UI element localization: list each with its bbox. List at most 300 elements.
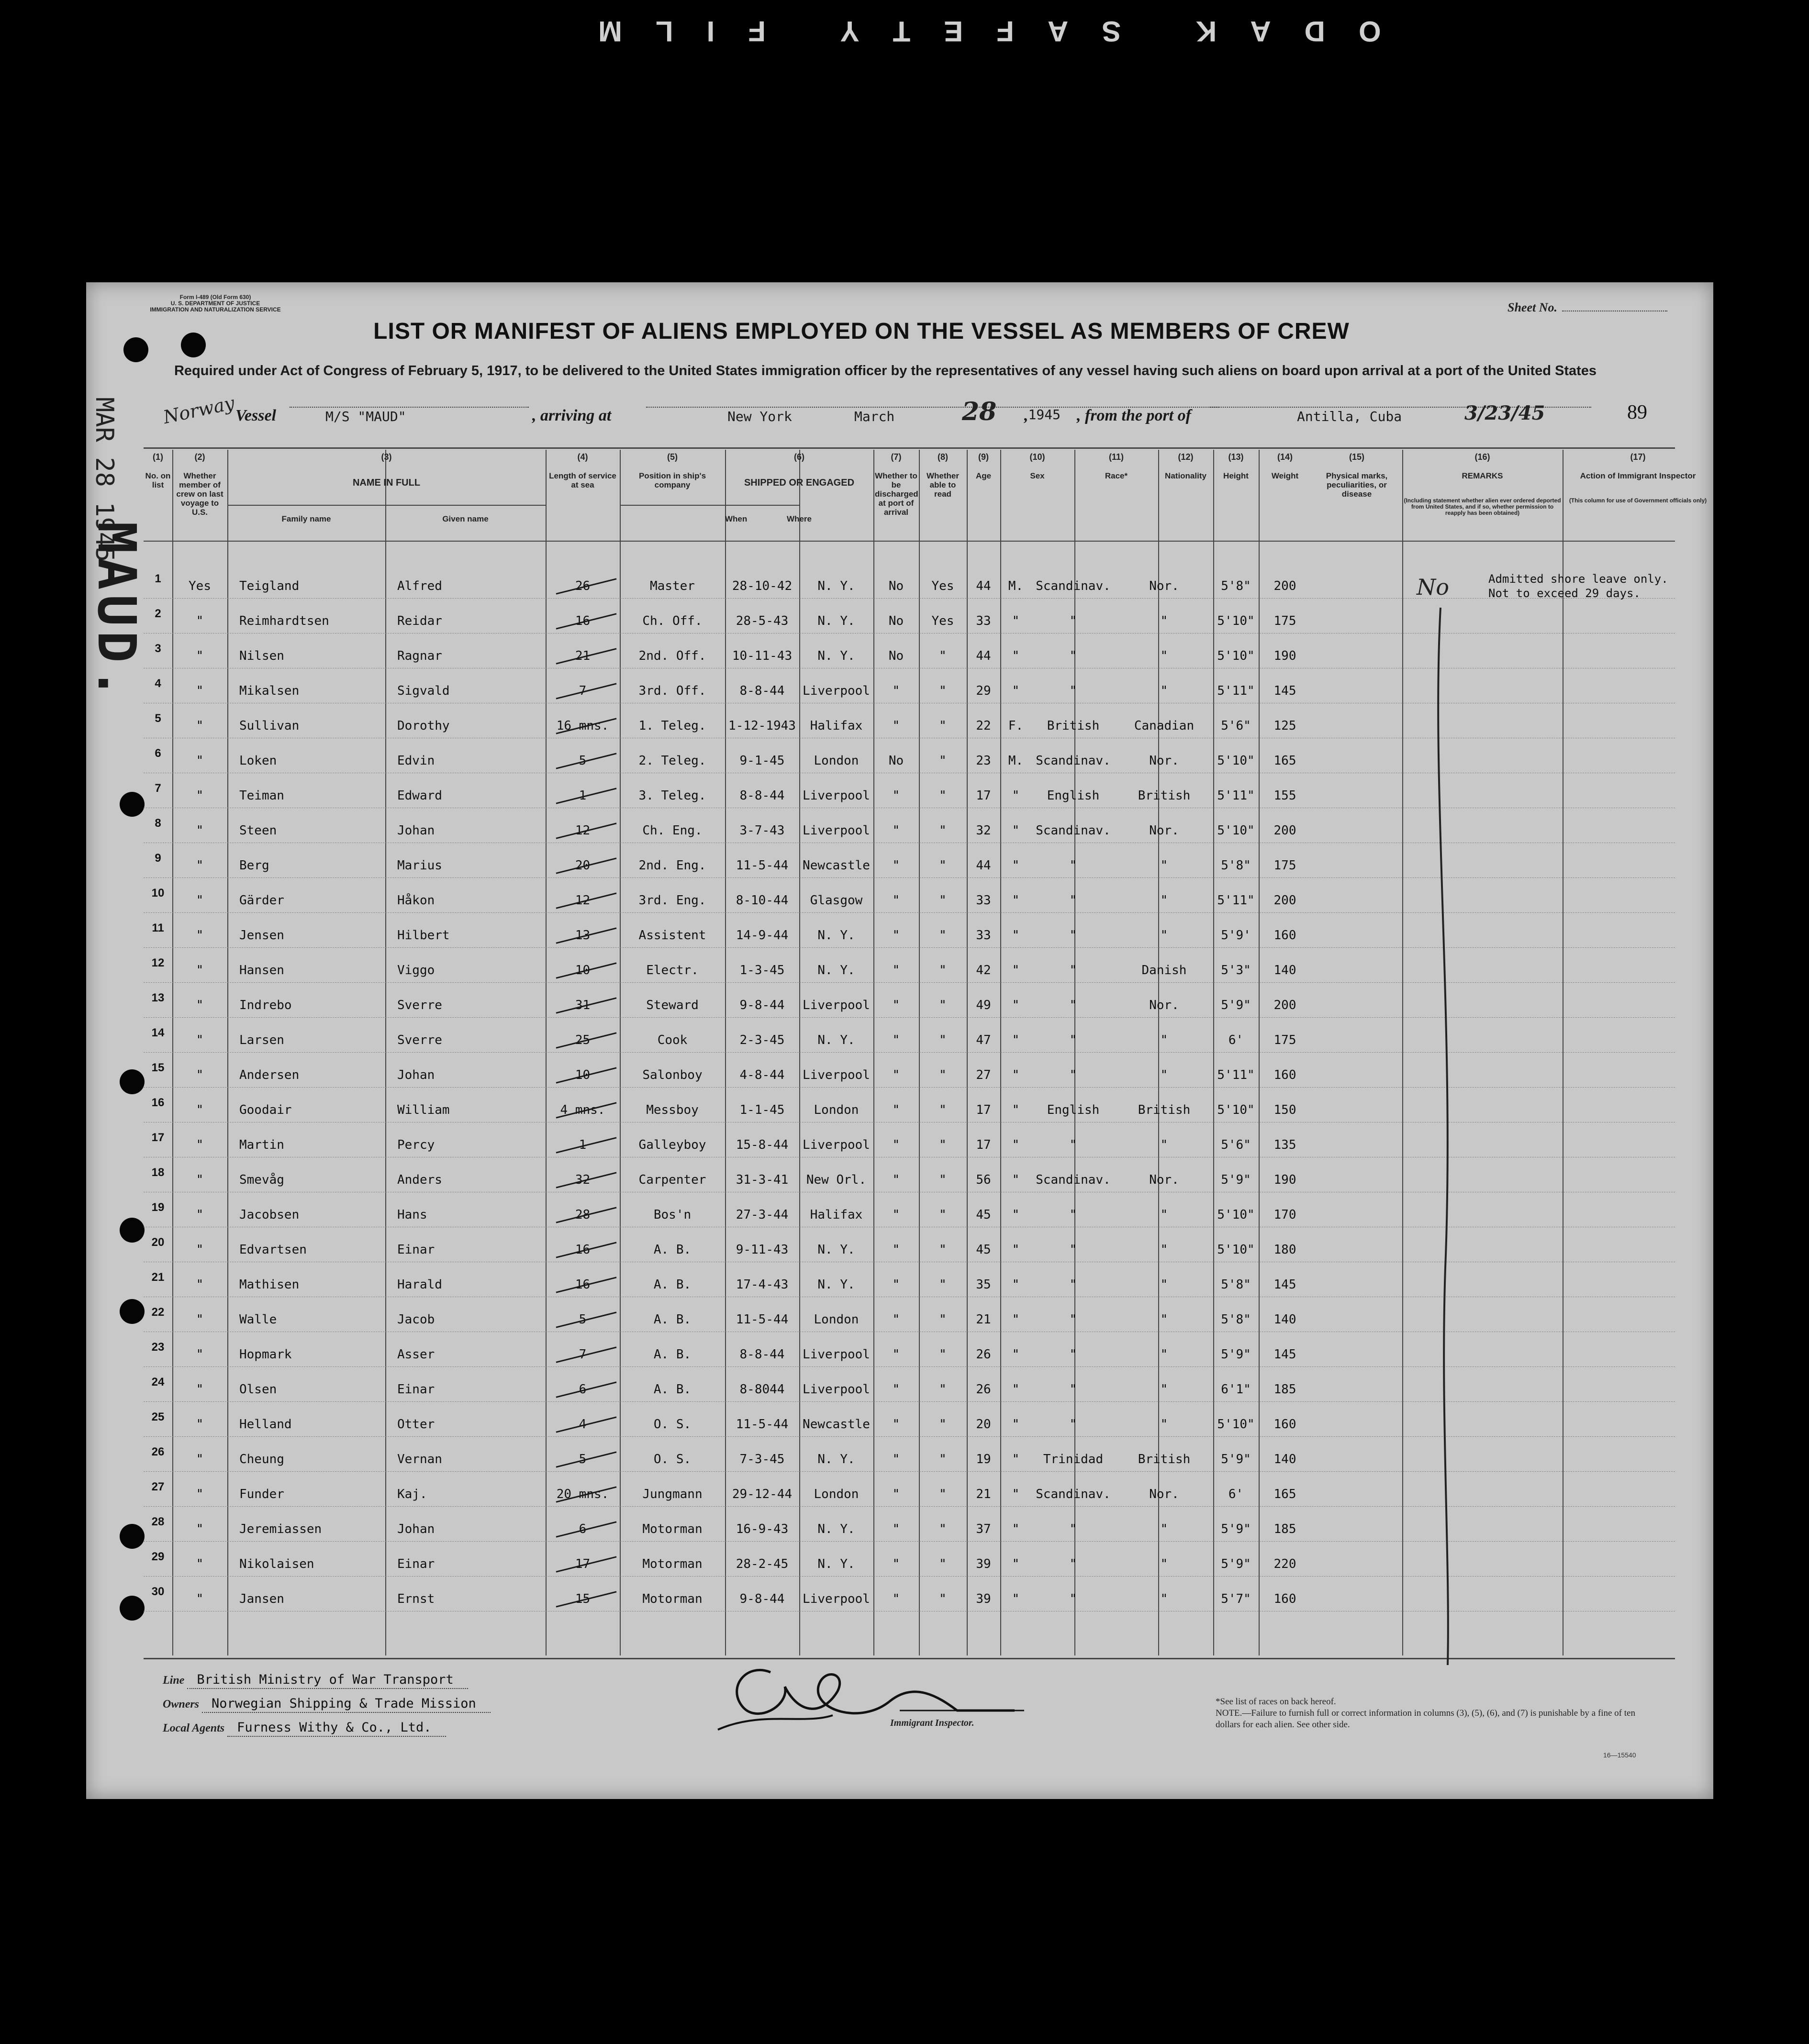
crew-prev: " xyxy=(196,1243,204,1257)
crew-given: Percy xyxy=(397,1138,435,1152)
crew-read: " xyxy=(939,1452,947,1466)
crew-service: 28 xyxy=(575,1208,591,1222)
column-number: (13) xyxy=(1228,452,1244,462)
crew-service: 25 xyxy=(575,1033,591,1047)
crew-when: 1-3-45 xyxy=(739,963,785,978)
crew-height: 5'10" xyxy=(1217,649,1255,663)
remarks-handwritten: No xyxy=(1417,574,1449,600)
crew-position: 2nd. Eng. xyxy=(638,858,706,873)
crew-age: 27 xyxy=(976,1068,991,1082)
crew-disch: " xyxy=(892,1103,900,1117)
crew-age: 21 xyxy=(976,1487,991,1501)
crew-height: 5'8" xyxy=(1221,858,1251,873)
crew-sex: M. xyxy=(1008,579,1024,593)
handwritten-date: 3/23/45 xyxy=(1464,402,1545,424)
crew-no: 11 xyxy=(152,922,164,934)
crew-disch: " xyxy=(892,1173,900,1187)
crew-where: Liverpool xyxy=(803,1068,870,1082)
crew-prev: " xyxy=(196,1138,204,1152)
crew-family: Martin xyxy=(239,1138,284,1152)
crew-given: Sverre xyxy=(397,1033,442,1047)
crew-service: 6 xyxy=(579,1382,587,1397)
crew-service: 7 xyxy=(579,684,587,698)
handwritten-note-norway: Norway xyxy=(161,392,236,428)
column-header: Sex xyxy=(1030,471,1045,480)
crew-given: Reidar xyxy=(397,614,442,628)
crew-disch: " xyxy=(892,1382,900,1397)
crew-read: " xyxy=(939,1557,947,1571)
crew-age: 37 xyxy=(976,1522,991,1536)
crew-service: 16 xyxy=(575,1278,591,1292)
crew-race: " xyxy=(1069,893,1077,908)
table-column-rule xyxy=(1158,450,1159,1655)
crew-when: 8-10-44 xyxy=(736,893,789,908)
crew-weight: 145 xyxy=(1273,1347,1296,1362)
table-column-rule xyxy=(227,450,228,1655)
crew-service: 10 xyxy=(575,963,591,978)
inspector-signature xyxy=(689,1653,1024,1749)
column-number: (9) xyxy=(978,452,989,462)
crew-height: 6' xyxy=(1228,1033,1244,1047)
crew-where: N. Y. xyxy=(817,1033,855,1047)
crew-service: 1 xyxy=(579,789,587,803)
crew-weight: 175 xyxy=(1273,858,1296,873)
crew-nat: Danish xyxy=(1141,963,1187,978)
crew-position: Motorman xyxy=(642,1522,703,1536)
crew-when: 8-8-44 xyxy=(739,1347,785,1362)
crew-when: 7-3-45 xyxy=(739,1452,785,1466)
crew-race: " xyxy=(1069,684,1077,698)
crew-family: Funder xyxy=(239,1487,284,1501)
column-number: (12) xyxy=(1178,452,1194,462)
crew-read: " xyxy=(939,1278,947,1292)
crew-read: " xyxy=(939,1033,947,1047)
crew-read: " xyxy=(939,1208,947,1222)
crew-height: 5'7" xyxy=(1221,1592,1251,1606)
crew-height: 5'10" xyxy=(1217,1243,1255,1257)
crew-given: Håkon xyxy=(397,893,435,908)
crew-where: New Orl. xyxy=(806,1173,867,1187)
crew-where: N. Y. xyxy=(817,614,855,628)
crew-disch: " xyxy=(892,963,900,978)
crew-where: London xyxy=(814,1487,859,1501)
crew-prev: " xyxy=(196,754,204,768)
crew-disch: " xyxy=(892,1138,900,1152)
crew-age: 33 xyxy=(976,928,991,943)
crew-disch: " xyxy=(892,719,900,733)
crew-race: " xyxy=(1069,928,1077,943)
crew-position: A. B. xyxy=(653,1243,692,1257)
crew-no: 28 xyxy=(151,1515,165,1528)
crew-race: " xyxy=(1069,1033,1077,1047)
crew-disch: " xyxy=(892,1347,900,1362)
crew-prev: " xyxy=(196,1557,204,1571)
crew-family: Nilsen xyxy=(239,649,284,663)
form-service: IMMIGRATION AND NATURALIZATION SERVICE xyxy=(150,306,281,313)
crew-family: Nikolaisen xyxy=(239,1557,314,1571)
crew-sex: F. xyxy=(1008,719,1024,733)
crew-sex: " xyxy=(1012,1243,1020,1257)
crew-when: 9-8-44 xyxy=(739,1592,785,1606)
crew-weight: 200 xyxy=(1273,893,1296,908)
crew-position: A. B. xyxy=(653,1347,692,1362)
crew-given: Hilbert xyxy=(397,928,450,943)
crew-where: Liverpool xyxy=(803,1347,870,1362)
crew-age: 21 xyxy=(976,1312,991,1327)
crew-position: Bos'n xyxy=(653,1208,692,1222)
crew-position: Ch. Eng. xyxy=(642,823,703,838)
crew-service: 20 mns. xyxy=(556,1487,609,1501)
crew-disch: " xyxy=(892,858,900,873)
crew-height: 5'9" xyxy=(1221,1347,1251,1362)
column-subheader: Given name xyxy=(442,514,489,523)
crew-prev: " xyxy=(196,614,204,628)
crew-given: Jacob xyxy=(397,1312,435,1327)
crew-race: " xyxy=(1069,1417,1077,1432)
crew-where: Liverpool xyxy=(803,1592,870,1606)
crew-sex: " xyxy=(1012,649,1020,663)
crew-sex: " xyxy=(1012,1452,1020,1466)
crew-nat: " xyxy=(1160,1417,1168,1432)
column-number: (3) xyxy=(381,452,392,462)
footer-line xyxy=(163,1672,468,1689)
column-header: Age xyxy=(975,471,992,480)
crew-nat: " xyxy=(1160,1243,1168,1257)
crew-nat: " xyxy=(1160,928,1168,943)
crew-height: 5'6" xyxy=(1221,1138,1251,1152)
crew-no: 20 xyxy=(151,1236,165,1249)
crew-position: 3rd. Off. xyxy=(638,684,706,698)
crew-height: 5'8" xyxy=(1221,1278,1251,1292)
crew-race: " xyxy=(1069,1278,1077,1292)
crew-no: 25 xyxy=(151,1411,165,1423)
crew-service: 15 xyxy=(575,1592,591,1606)
crew-weight: 150 xyxy=(1273,1103,1296,1117)
crew-sex: " xyxy=(1012,1138,1020,1152)
crew-family: Smevåg xyxy=(239,1173,284,1187)
crew-age: 39 xyxy=(976,1592,991,1606)
crew-read: " xyxy=(939,1103,947,1117)
crew-race: " xyxy=(1069,1347,1077,1362)
column-header: Whether able to read xyxy=(927,471,959,499)
crew-height: 6'1" xyxy=(1221,1382,1251,1397)
crew-position: 3. Teleg. xyxy=(638,789,706,803)
table-column-rule xyxy=(919,450,920,1655)
crew-weight: 125 xyxy=(1273,719,1296,733)
crew-weight: 175 xyxy=(1273,1033,1296,1047)
crew-when: 3-7-43 xyxy=(739,823,785,838)
crew-where: N. Y. xyxy=(817,579,855,593)
crew-weight: 165 xyxy=(1273,1487,1296,1501)
from-label: , from the port of xyxy=(1077,407,1191,424)
crew-age: 44 xyxy=(976,579,991,593)
crew-disch: " xyxy=(892,1592,900,1606)
crew-given: Vernan xyxy=(397,1452,442,1466)
crew-service: 5 xyxy=(579,1452,587,1466)
form-id: Form I-489 (Old Form 630) xyxy=(179,294,251,300)
crew-read: " xyxy=(939,963,947,978)
crew-given: William xyxy=(397,1103,450,1117)
crew-weight: 165 xyxy=(1273,754,1296,768)
crew-sex: " xyxy=(1012,1417,1020,1432)
crew-sex: " xyxy=(1012,1487,1020,1501)
crew-height: 5'10" xyxy=(1217,1103,1255,1117)
crew-sex: " xyxy=(1012,1592,1020,1606)
crew-given: Otter xyxy=(397,1417,435,1432)
crew-where: London xyxy=(814,754,859,768)
crew-read: " xyxy=(939,1592,947,1606)
crew-weight: 160 xyxy=(1273,1417,1296,1432)
crew-where: N. Y. xyxy=(817,963,855,978)
crew-age: 29 xyxy=(976,684,991,698)
crew-when: 11-5-44 xyxy=(736,858,789,873)
crew-prev: " xyxy=(196,649,204,663)
crew-given: Sverre xyxy=(397,998,442,1012)
crew-when: 9-11-43 xyxy=(736,1243,789,1257)
crew-no: 22 xyxy=(151,1306,165,1319)
table-column-rule xyxy=(1402,450,1403,1655)
column-number: (6) xyxy=(794,452,804,462)
crew-when: 16-9-43 xyxy=(736,1522,789,1536)
crew-service: 16 xyxy=(575,614,591,628)
crew-read: " xyxy=(939,754,947,768)
column-number: (16) xyxy=(1474,452,1490,462)
column-header: Action of Immigrant Inspector xyxy=(1580,471,1696,480)
column-header: Race* xyxy=(1105,471,1128,480)
crew-age: 45 xyxy=(976,1243,991,1257)
crew-height: 5'8" xyxy=(1221,1312,1251,1327)
crew-given: Alfred xyxy=(397,579,442,593)
column-header: SHIPPED OR ENGAGED xyxy=(744,478,855,488)
crew-race: " xyxy=(1069,963,1077,978)
column-header: Nationality xyxy=(1165,471,1206,480)
crew-read: " xyxy=(939,1173,947,1187)
table-column-rule xyxy=(967,450,968,1655)
crew-read: " xyxy=(939,1243,947,1257)
crew-when: 29-12-44 xyxy=(732,1487,793,1501)
crew-position: Salonboy xyxy=(642,1068,703,1082)
crew-disch: No xyxy=(888,579,904,593)
crew-sex: " xyxy=(1012,1173,1020,1187)
crew-race: " xyxy=(1069,614,1077,628)
inspector-label: Immigrant Inspector. xyxy=(890,1718,974,1728)
crew-nat: " xyxy=(1160,1033,1168,1047)
crew-position: Master xyxy=(650,579,695,593)
crew-service: 16 mns. xyxy=(556,719,609,733)
crew-where: N. Y. xyxy=(817,1522,855,1536)
crew-when: 14-9-44 xyxy=(736,928,789,943)
crew-no: 16 xyxy=(151,1096,165,1109)
side-stamp-date: MAR 28 1945 xyxy=(90,397,119,562)
footer-agents xyxy=(163,1720,446,1737)
column-header: Height xyxy=(1223,471,1249,480)
crew-when: 9-1-45 xyxy=(739,754,785,768)
crew-sex: " xyxy=(1012,858,1020,873)
crew-prev: " xyxy=(196,893,204,908)
crew-sex: " xyxy=(1012,823,1020,838)
crew-nat: " xyxy=(1160,1278,1168,1292)
crew-given: Sigvald xyxy=(397,684,450,698)
crew-weight: 200 xyxy=(1273,579,1296,593)
crew-where: N. Y. xyxy=(817,1452,855,1466)
side-stamp-ship: MAUD. xyxy=(86,522,147,704)
column-number: (1) xyxy=(153,452,163,462)
table-column-rule xyxy=(873,450,874,1655)
crew-race: Scandinav. xyxy=(1036,1487,1111,1501)
crew-read: " xyxy=(939,719,947,733)
table-column-rule xyxy=(1074,450,1075,1655)
crew-read: " xyxy=(939,684,947,698)
crew-age: 42 xyxy=(976,963,991,978)
crew-family: Berg xyxy=(239,858,269,873)
crew-given: Johan xyxy=(397,823,435,838)
crew-no: 13 xyxy=(151,991,165,1004)
crew-nat: Nor. xyxy=(1149,754,1179,768)
crew-when: 1-1-45 xyxy=(739,1103,785,1117)
crew-given: Anders xyxy=(397,1173,442,1187)
crew-disch: " xyxy=(892,1278,900,1292)
crew-race: " xyxy=(1069,1208,1077,1222)
crew-service: 13 xyxy=(575,928,591,943)
arrival-year-value: 1945 xyxy=(1028,407,1061,422)
punch-hole xyxy=(120,1299,145,1324)
crew-service: 5 xyxy=(579,1312,587,1327)
crew-service: 4 mns. xyxy=(560,1103,605,1117)
crew-read: " xyxy=(939,1417,947,1432)
crew-nat: Nor. xyxy=(1149,998,1179,1012)
crew-position: Ch. Off. xyxy=(642,614,703,628)
crew-disch: " xyxy=(892,1243,900,1257)
crew-where: Liverpool xyxy=(803,684,870,698)
crew-weight: 160 xyxy=(1273,1068,1296,1082)
crew-height: 5'10" xyxy=(1217,1417,1255,1432)
vessel-line xyxy=(230,397,1618,435)
crew-sex: " xyxy=(1012,928,1020,943)
crew-no: 26 xyxy=(151,1445,165,1458)
crew-family: Goodair xyxy=(239,1103,292,1117)
form-identifier xyxy=(134,294,297,313)
crew-race: " xyxy=(1069,649,1077,663)
arriving-label: , arriving at xyxy=(532,407,612,424)
crew-disch: " xyxy=(892,823,900,838)
crew-service: 1 xyxy=(579,1138,587,1152)
crew-given: Einar xyxy=(397,1382,435,1397)
crew-position: Electr. xyxy=(646,963,699,978)
crew-sex: " xyxy=(1012,1103,1020,1117)
crew-prev: " xyxy=(196,1347,204,1362)
crew-age: 49 xyxy=(976,998,991,1012)
crew-weight: 185 xyxy=(1273,1522,1296,1536)
table-column-rule xyxy=(1259,450,1260,1655)
crew-height: 5'11" xyxy=(1217,1068,1255,1082)
crew-race: Trinidad xyxy=(1043,1452,1104,1466)
crew-weight: 200 xyxy=(1273,823,1296,838)
crew-where: Liverpool xyxy=(803,789,870,803)
table-column-rule xyxy=(799,450,800,1655)
crew-service: 26 xyxy=(575,579,591,593)
crew-sex: " xyxy=(1012,998,1020,1012)
crew-age: 20 xyxy=(976,1417,991,1432)
crew-disch: " xyxy=(892,1208,900,1222)
crew-no: 27 xyxy=(151,1480,165,1493)
crew-race: " xyxy=(1069,1312,1077,1327)
crew-nat: " xyxy=(1160,649,1168,663)
crew-no: 6 xyxy=(155,747,161,760)
crew-family: Mathisen xyxy=(239,1278,300,1292)
crew-when: 2-3-45 xyxy=(739,1033,785,1047)
crew-service: 5 xyxy=(579,754,587,768)
side-stamp xyxy=(86,397,147,876)
punch-hole xyxy=(120,1069,145,1094)
crew-service: 32 xyxy=(575,1173,591,1187)
crew-race: Scandinav. xyxy=(1036,579,1111,593)
crew-where: N. Y. xyxy=(817,1243,855,1257)
crew-race: " xyxy=(1069,1522,1077,1536)
crew-race: " xyxy=(1069,1557,1077,1571)
crew-nat: " xyxy=(1160,614,1168,628)
crew-prev: " xyxy=(196,1382,204,1397)
crew-when: 4-8-44 xyxy=(739,1068,785,1082)
crew-disch: " xyxy=(892,893,900,908)
crew-weight: 185 xyxy=(1273,1382,1296,1397)
crew-prev: " xyxy=(196,998,204,1012)
crew-disch: " xyxy=(892,684,900,698)
crew-family: Mikalsen xyxy=(239,684,300,698)
crew-when: 1-12-1943 xyxy=(728,719,796,733)
crew-sex: " xyxy=(1012,893,1020,908)
crew-when: 17-4-43 xyxy=(736,1278,789,1292)
crew-no: 30 xyxy=(151,1585,165,1598)
crew-position: O. S. xyxy=(653,1452,692,1466)
crew-height: 5'9" xyxy=(1221,998,1251,1012)
crew-weight: 180 xyxy=(1273,1243,1296,1257)
crew-race: " xyxy=(1069,1243,1077,1257)
crew-disch: " xyxy=(892,1522,900,1536)
crew-disch: " xyxy=(892,1312,900,1327)
crew-where: Halifax xyxy=(810,1208,863,1222)
crew-family: Jensen xyxy=(239,928,284,943)
crew-given: Johan xyxy=(397,1068,435,1082)
crew-read: " xyxy=(939,928,947,943)
crew-family: Gärder xyxy=(239,893,284,908)
crew-position: Galleyboy xyxy=(638,1138,706,1152)
arriving-port: New York xyxy=(727,409,792,424)
crew-family: Jacobsen xyxy=(239,1208,300,1222)
crew-given: Einar xyxy=(397,1557,435,1571)
crew-when: 11-5-44 xyxy=(736,1417,789,1432)
crew-family: Hopmark xyxy=(239,1347,292,1362)
footer-owners xyxy=(163,1696,491,1713)
crew-no: 15 xyxy=(151,1061,165,1074)
crew-sex: M. xyxy=(1008,754,1024,768)
crew-family: Jansen xyxy=(239,1592,284,1606)
crew-disch: No xyxy=(888,754,904,768)
crew-given: Johan xyxy=(397,1522,435,1536)
table-column-rule xyxy=(725,450,726,1655)
crew-age: 47 xyxy=(976,1033,991,1047)
crew-family: Teigland xyxy=(239,579,300,593)
crew-sex: " xyxy=(1012,1068,1020,1082)
crew-age: 19 xyxy=(976,1452,991,1466)
crew-where: London xyxy=(814,1103,859,1117)
crew-nat: " xyxy=(1160,1522,1168,1536)
crew-height: 6' xyxy=(1228,1487,1244,1501)
crew-position: Assistent xyxy=(638,928,706,943)
crew-position: Cook xyxy=(657,1033,688,1047)
crew-height: 5'9' xyxy=(1221,928,1251,943)
crew-where: Liverpool xyxy=(803,1138,870,1152)
table-column-rule xyxy=(620,450,621,1655)
